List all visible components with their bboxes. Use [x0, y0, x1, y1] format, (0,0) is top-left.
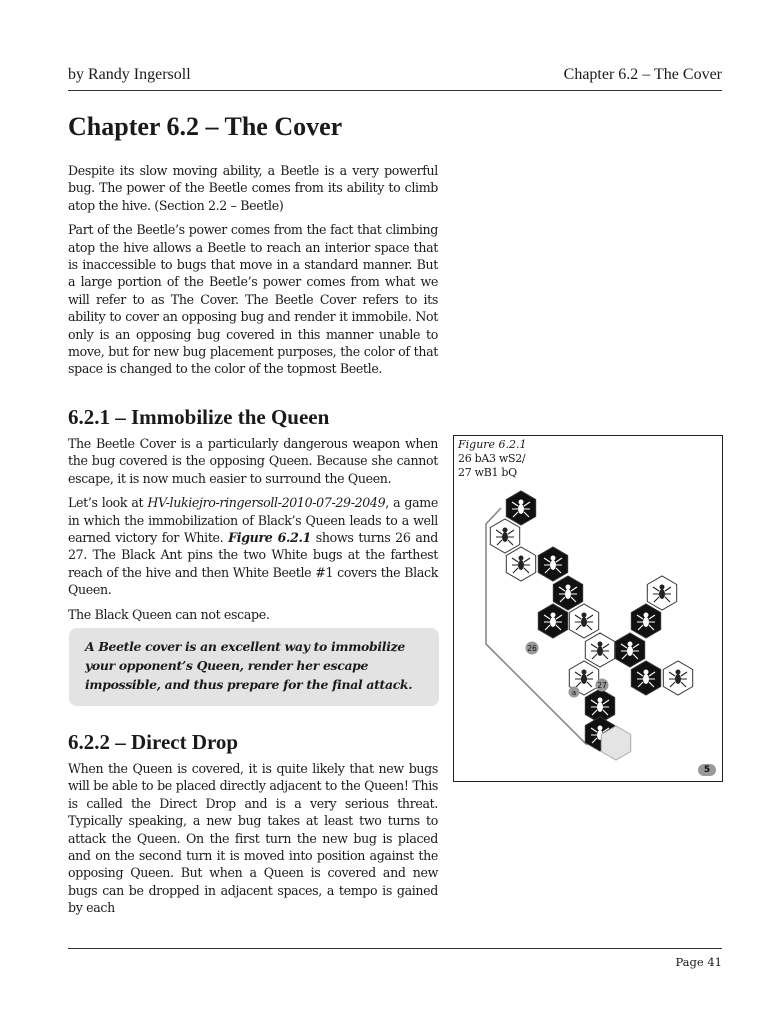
- tip-callout-box: [69, 628, 439, 706]
- hive-tile-white: [569, 604, 598, 638]
- section1-paragraph-2: [68, 494, 438, 598]
- hive-tile-black: [631, 604, 660, 638]
- header-rule: [68, 90, 722, 91]
- intro-paragraph-1: Despite its slow moving ability, a Beetle is a very powerful bug. The power of the Beetle comes from its ability to climb atop the hive. (Section 2.2 – Beetle): [68, 163, 438, 213]
- turn-27-label: 27: [597, 681, 607, 690]
- page-number: Page 41: [675, 955, 722, 969]
- hive-board-svg: [454, 436, 722, 781]
- intro-paragraph-2: Part of the Beetle’s power comes from the fact that climbing atop the hive allows a Beetle to reach an interior space that is inaccessible to bugs that move in a standard manner. But a large portion of the Beetle’s power comes from what we will refer to as The Cover. The Beetle Cover refers to its ability to cover an opposing bug and render it immobile. Not only is an opposing bug covered in this manner unable to move, but for new bug placement purposes, the color of that space is changed to the color of the topmost Beetle.: [68, 222, 438, 377]
- running-header-chapter: Chapter 6.2 – The Cover: [563, 66, 722, 83]
- hive-tile-black: [615, 633, 644, 667]
- p2-mid: , a game in which the immobilization of Black’s Queen leads to a well earned victory for White.: [68, 495, 438, 546]
- running-header-author: by Randy Ingersoll: [68, 66, 191, 83]
- section-heading-direct-drop: 6.2.2 – Direct Drop: [68, 730, 239, 754]
- figure-label: Figure 6.2.1: [458, 438, 527, 451]
- page-badge: 5: [698, 764, 716, 776]
- figure-move-line-2: 27 wB1 bQ: [458, 466, 517, 479]
- hive-tile-black: [538, 604, 567, 638]
- hive-tile-black: [631, 661, 660, 695]
- footer-rule: [68, 948, 722, 949]
- hive-tile-white: [663, 661, 692, 695]
- section-heading-immobilize: 6.2.1 – Immobilize the Queen: [68, 405, 330, 429]
- hive-tile-white: [506, 547, 535, 581]
- section2-text: [68, 760, 438, 924]
- section1-paragraph-3: The Black Queen can not escape.: [68, 606, 270, 622]
- game-reference-link[interactable]: HV-lukiejro-ringersoll-2010-07-29-2049: [147, 495, 386, 511]
- figure-reference: Figure 6.2.1: [228, 530, 311, 546]
- p2-before: Let’s look at: [68, 495, 148, 511]
- turn-26-label: 26: [527, 644, 537, 653]
- stack-marker-label: a: [571, 689, 577, 697]
- hive-tile-black: [506, 491, 535, 525]
- section1-paragraph-1: The Beetle Cover is a particularly dangerous weapon when the bug covered is the opposing Queen. Because she cannot escape, it is now much easier to surround the Queen.: [68, 436, 438, 486]
- figure-hive-diagram: [453, 435, 723, 782]
- hex-tiles: [490, 491, 692, 760]
- hive-tile-white: [490, 519, 519, 553]
- figure-move-line-1: 26 bA3 wS2/: [458, 452, 526, 465]
- section2-paragraph-1: When the Queen is covered, it is quite likely that new bugs will be able to be placed directly adjacent to the Queen! This is called the Direct Drop and is a very serious threat. Typically speaking, a new bug takes at least two turns to attack the Queen. On the first turn the new bug is placed and on the second turn it is moved into position against the opposing Queen. But when a Queen is covered and new bugs can be dropped in adjacent spaces, a tempo is gained by each: [68, 761, 438, 916]
- section1-text: [68, 435, 438, 630]
- p2-after: shows turns 26 and 27. The Black Ant pins the two White bugs at the farthest reach of the hive and then White Beetle #1 covers the Black Queen.: [68, 530, 438, 598]
- intro-text: [68, 162, 438, 385]
- hive-tile-white: [585, 633, 614, 667]
- hive-tile-black: [553, 576, 582, 610]
- tip-callout-text: A Beetle cover is an excellent way to immobilize your opponent’s Queen, render her escape impossible, and thus prepare for the final attack.: [85, 639, 413, 692]
- hive-tile-white: [647, 576, 676, 610]
- chapter-title: Chapter 6.2 – The Cover: [68, 112, 343, 141]
- hive-tile-black: [538, 547, 567, 581]
